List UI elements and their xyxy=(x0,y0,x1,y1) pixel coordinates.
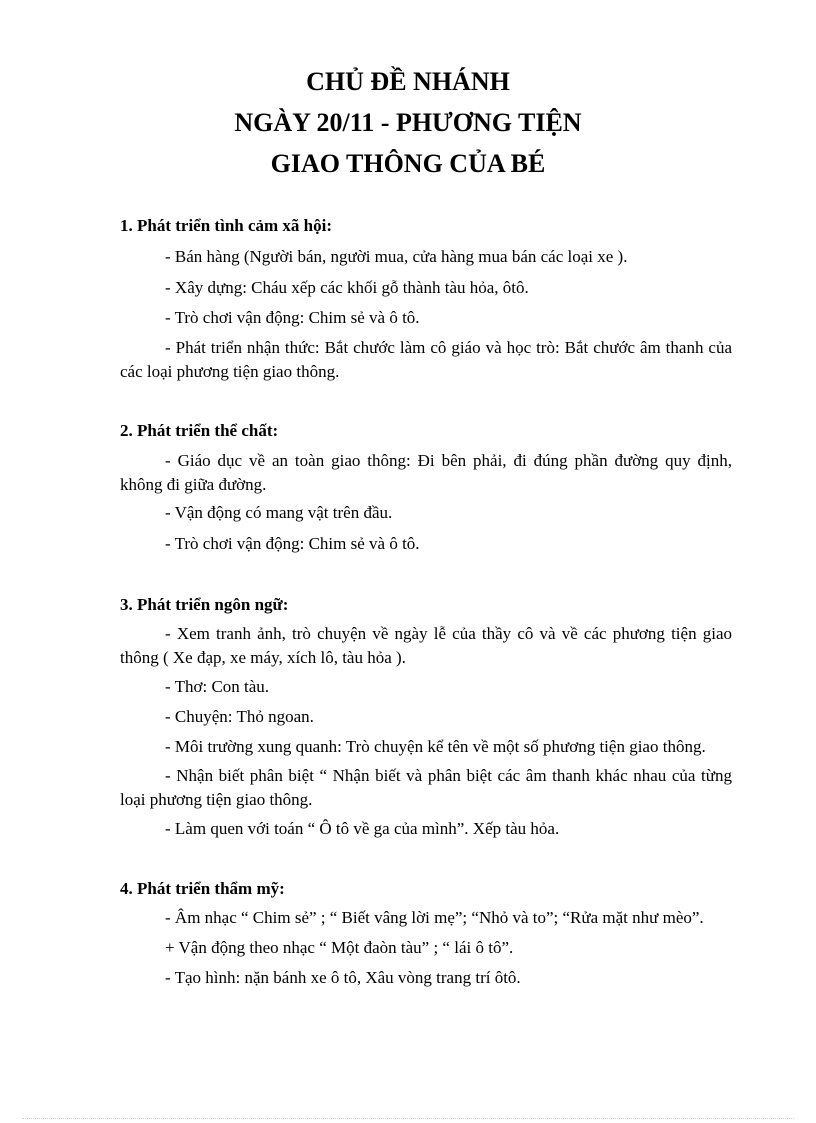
section-3-heading: 3. Phát triển ngôn ngữ: xyxy=(120,595,289,614)
section-4-item-3: - Tạo hình: nặn bánh xe ô tô, Xâu vòng trang trí ôtô. xyxy=(165,968,521,987)
document-title-line-2: NGÀY 20/11 - PHƯƠNG TIỆN xyxy=(234,108,582,137)
section-1-item-2: - Xây dựng: Cháu xếp các khối gỗ thành tàu hỏa, ôtô. xyxy=(165,278,529,297)
section-1-item-4: - Phát triển nhận thức: Bắt chước làm cô giáo và học trò: Bắt chước âm thanh của các loại phương tiện giao thông. xyxy=(120,338,732,381)
section-3-item-6: - Làm quen với toán “ Ô tô về ga của mình”. Xếp tàu hỏa. xyxy=(165,819,560,838)
section-3-item-3: - Chuyện: Thỏ ngoan. xyxy=(165,707,314,726)
section-3-item-4: - Môi trường xung quanh: Trò chuyện kể tên về một số phương tiện giao thông. xyxy=(165,737,706,756)
section-4-item-1: - Âm nhạc “ Chim sẻ” ; “ Biết vâng lời mẹ”; “Nhỏ và to”; “Rửa mặt như mèo”. xyxy=(165,908,704,927)
section-2-item-2: - Vận động có mang vật trên đầu. xyxy=(165,503,393,522)
section-1-item-3: - Trò chơi vận động: Chim sẻ và ô tô. xyxy=(165,308,420,327)
section-1-heading: 1. Phát triển tình cảm xã hội: xyxy=(120,216,333,235)
document-title-line-3: GIAO THÔNG CỦA BÉ xyxy=(270,149,546,178)
page-bottom-divider xyxy=(22,1118,794,1119)
section-2-item-3: - Trò chơi vận động: Chim sẻ và ô tô. xyxy=(165,534,420,553)
section-2-item-1: - Giáo dục về an toàn giao thông: Đi bên phải, đi đúng phần đường quy định, không đi giữa đường. xyxy=(120,451,732,494)
section-1-item-1: - Bán hàng (Người bán, người mua, cửa hàng mua bán các loại xe ). xyxy=(165,247,628,266)
section-4-heading: 4. Phát triển thẩm mỹ: xyxy=(120,879,285,898)
section-3-item-2: - Thơ: Con tàu. xyxy=(165,677,270,696)
section-4-item-2: + Vận động theo nhạc “ Một đaòn tàu” ; “ lái ô tô”. xyxy=(165,938,514,957)
document-title-line-1: CHỦ ĐỀ NHÁNH xyxy=(306,67,510,96)
section-3-item-1: - Xem tranh ảnh, trò chuyện về ngày lễ của thầy cô và về các phương tiện giao thông ( Xe đạp, xe máy, xích lô, tàu hỏa ). xyxy=(120,624,732,667)
section-3-item-5: - Nhận biết phân biệt “ Nhận biết và phân biệt các âm thanh khác nhau của từng loại phương tiện giao thông. xyxy=(120,766,732,809)
section-2-heading: 2. Phát triển thể chất: xyxy=(120,421,279,440)
